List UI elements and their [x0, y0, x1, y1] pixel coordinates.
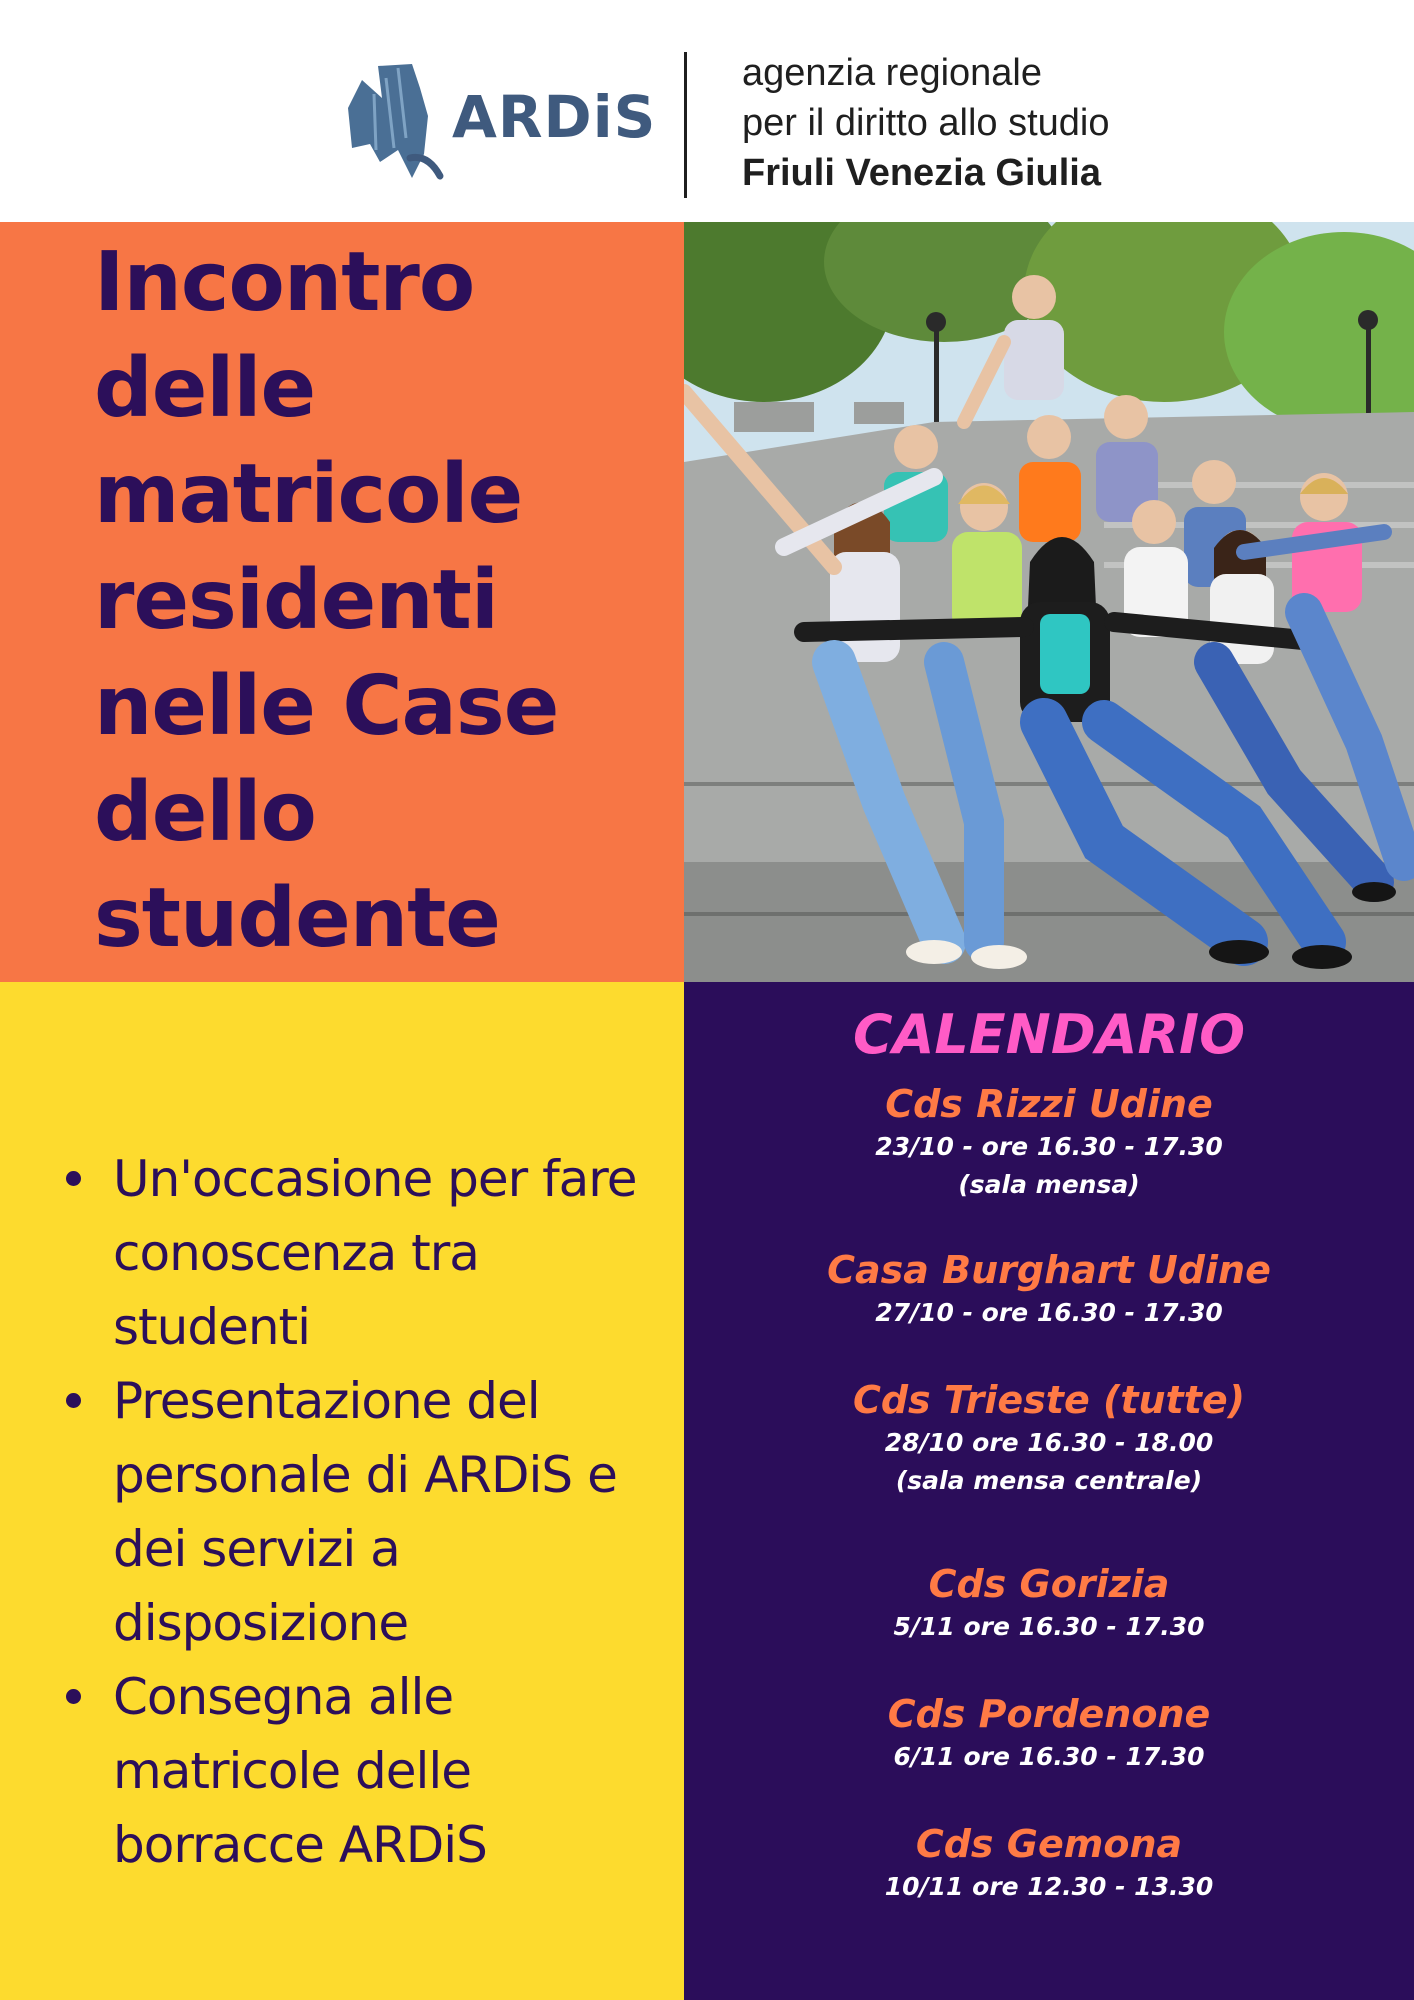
agency-line-1: agenzia regionale	[742, 52, 1043, 94]
event-time: 5/11 ore 16.30 - 17.30	[893, 1612, 1205, 1641]
logo-wordmark: ARDiS	[452, 83, 657, 151]
bullet-icon	[66, 1171, 81, 1186]
agency-line-2: per il diritto allo studio	[742, 102, 1110, 144]
bullet-icon	[66, 1689, 81, 1704]
event-time: 27/10 - ore 16.30 - 17.30	[875, 1298, 1223, 1327]
event-name: Cds Trieste (tutte)	[852, 1378, 1246, 1422]
calendar-title: CALENDARIO	[852, 1003, 1246, 1066]
highlight-text: Un'occasione per fare conoscenza tra studenti	[113, 1150, 637, 1356]
event-name: Casa Burghart Udine	[827, 1248, 1271, 1292]
agency-line-3: Friuli Venezia Giulia	[742, 152, 1101, 194]
event-gemona	[684, 1820, 1414, 1906]
calendar-panel	[684, 982, 1414, 2000]
event-name: Cds Gorizia	[928, 1562, 1170, 1606]
event-time: 6/11 ore 16.30 - 17.30	[893, 1742, 1205, 1771]
highlight-text: Presentazione del personale di ARDiS e dei servizi a disposizione	[113, 1372, 617, 1652]
header	[0, 0, 1414, 222]
event-time: 10/11 ore 12.30 - 13.30	[884, 1872, 1214, 1901]
event-pordenone	[684, 1690, 1414, 1776]
bullet-icon	[66, 1393, 81, 1408]
agency-name	[742, 48, 1110, 198]
event-time: 23/10 - ore 16.30 - 17.30	[875, 1132, 1223, 1161]
highlight-item	[60, 1364, 680, 1660]
event-name: Cds Rizzi Udine	[885, 1082, 1213, 1126]
highlights-block	[0, 982, 684, 2000]
event-trieste	[684, 1376, 1414, 1500]
header-divider	[684, 52, 687, 198]
event-name: Cds Gemona	[915, 1822, 1183, 1866]
highlight-text: Consegna alle matricole delle borracce ARDiS	[113, 1668, 487, 1874]
event-gorizia	[684, 1560, 1414, 1646]
event-time: 28/10 ore 16.30 - 18.00	[884, 1428, 1214, 1457]
poster-title: Incontro delle matricole residenti nelle Case dello studente	[94, 235, 559, 966]
highlight-item	[60, 1142, 680, 1364]
highlights-list	[60, 1142, 680, 1882]
event-note: (sala mensa)	[958, 1170, 1140, 1199]
event-note: (sala mensa centrale)	[895, 1466, 1203, 1495]
students-photo	[684, 222, 1414, 982]
students-photo-illustration	[684, 222, 1414, 982]
title-block	[0, 222, 684, 982]
highlight-item	[60, 1660, 680, 1882]
event-burghart-udine	[684, 1246, 1414, 1332]
event-rizzi-udine	[684, 1080, 1414, 1204]
event-name: Cds Pordenone	[887, 1692, 1211, 1736]
